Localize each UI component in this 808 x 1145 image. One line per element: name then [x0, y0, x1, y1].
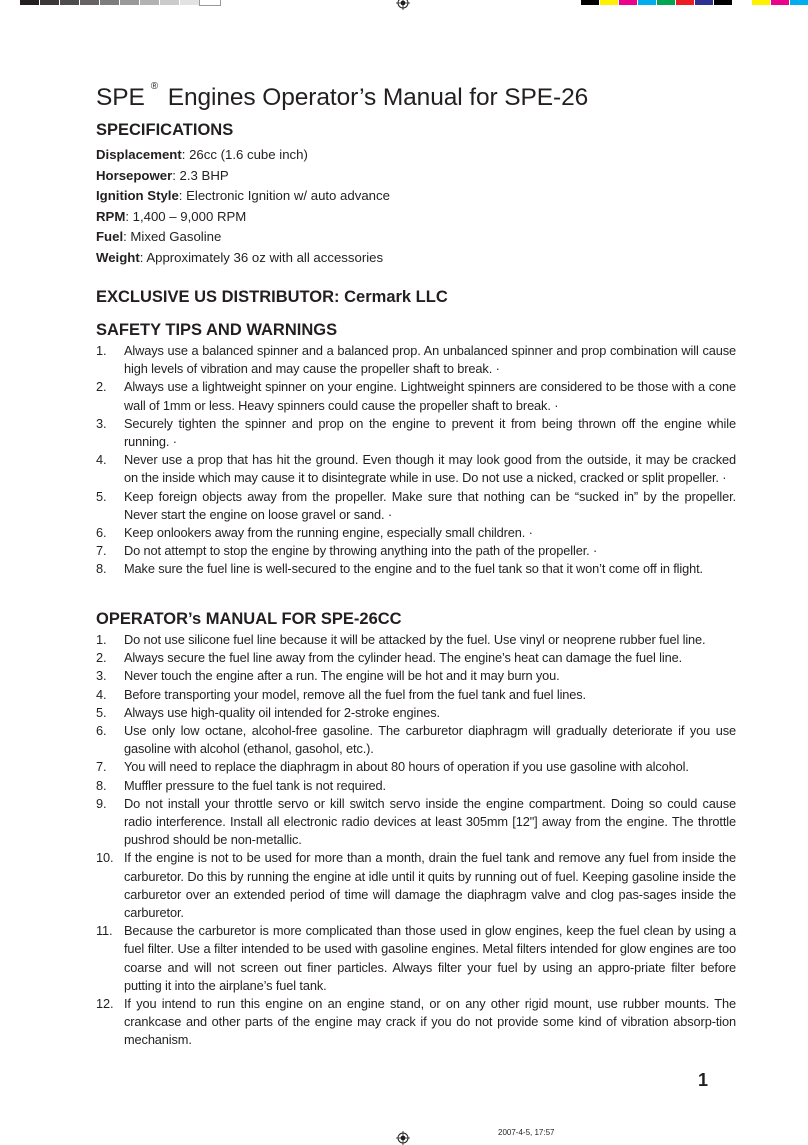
item-text: Make sure the fuel line is well-secured to the engine and to the fuel tank so that it won’t come off in flight.	[124, 561, 703, 577]
item-number: 7.	[96, 759, 107, 775]
item-number: 2.	[96, 650, 107, 666]
color-swatch	[657, 0, 676, 5]
safety-item	[96, 560, 736, 578]
item-number: 7.	[96, 543, 107, 559]
gray-swatch	[60, 0, 80, 5]
title-rest: Engines Operator’s Manual for SPE-26	[167, 84, 589, 111]
safety-item	[96, 451, 736, 487]
operator-item	[96, 631, 736, 649]
item-number: 5.	[96, 488, 107, 504]
operator-item	[96, 667, 736, 685]
distributor-section	[96, 288, 736, 307]
gray-swatch	[100, 0, 120, 5]
item-text: Always use a balanced spinner and a balanced prop. An unbalanced spinner and prop combination will cause high levels of vibration and may cause the propeller shaft to break. ·	[124, 343, 736, 377]
spec-value: : Mixed Gasoline	[123, 229, 222, 244]
operator-item	[96, 649, 736, 667]
spec-label: Fuel	[96, 229, 124, 244]
item-number: 6.	[96, 525, 107, 541]
color-swatch	[600, 0, 619, 5]
gray-swatch	[180, 0, 200, 5]
operator-section	[96, 610, 736, 1050]
safety-item	[96, 488, 736, 524]
item-text: Do not attempt to stop the engine by throwing anything into the path of the propeller. ·	[124, 543, 598, 559]
spec-value: : 1,400 – 9,000 RPM	[125, 208, 247, 224]
item-number: 1.	[96, 343, 107, 358]
operator-list	[96, 631, 736, 1050]
operator-item	[96, 704, 736, 722]
color-swatch	[733, 0, 752, 5]
operator-item	[96, 686, 736, 704]
item-text: Muffler pressure to the fuel tank is not required.	[124, 777, 386, 793]
spec-item	[96, 186, 736, 207]
color-swatch	[714, 0, 733, 5]
gray-swatch	[120, 0, 140, 5]
item-text: Use only low octane, alcohol-free gasoline. The carburetor diaphragm will gradually deteriorate if you use gasoline with alcohol (ethanol, gasohol, etc.).	[124, 723, 736, 757]
operator-item	[96, 777, 736, 795]
item-number: 5.	[96, 704, 107, 720]
specifications-heading: SPECIFICATIONS	[96, 121, 234, 139]
gray-swatch	[200, 0, 220, 5]
item-number: 2.	[96, 379, 107, 395]
item-text: Always use high-quality oil intended for 2-stroke engines.	[124, 704, 440, 720]
spec-value: : Approximately 36 oz with all accessories	[139, 249, 384, 265]
item-text: Before transporting your model, remove all the fuel from the fuel tank and fuel lines.	[124, 686, 586, 702]
safety-item	[96, 378, 736, 414]
safety-list	[96, 342, 736, 579]
item-text: You will need to replace the diaphragm in about 80 hours of operation if you use gasoline with alcohol.	[124, 759, 689, 775]
item-text: Never use a prop that has hit the ground. Even though it may look good from the outside, it may be cracked on the inside which may cause it to disintegrate while in use. Do not use a nicked, cracked or split propeller. ·	[124, 452, 736, 486]
color-swatch	[619, 0, 638, 5]
item-number: 4.	[96, 452, 107, 468]
gray-swatch	[80, 0, 100, 5]
spec-item	[96, 166, 736, 187]
item-number: 8.	[96, 561, 107, 577]
operator-item	[96, 722, 736, 758]
item-text: Do not install your throttle servo or kill switch servo inside the engine compartment. Doing so could cause radio interference. Install all electronic radio devices at least 305mm [12"] away from the engine. The throttle pushrod should be non-metallic.	[124, 795, 736, 848]
color-swatch	[581, 0, 600, 5]
spec-label: Horsepower	[96, 167, 173, 183]
spec-label: Displacement	[96, 147, 182, 162]
operator-heading: OPERATOR’s MANUAL FOR SPE-26CC	[96, 610, 402, 628]
item-text: Always use a lightweight spinner on your engine. Lightweight spinners are considered to be those with a cone wall of 1mm or less. Heavy spinners could cause the propeller shaft to break. ·	[124, 379, 736, 413]
spec-label: Ignition Style	[96, 188, 179, 203]
operator-item	[96, 758, 736, 776]
item-text: Always secure the fuel line away from the cylinder head. The engine’s heat can damage the fuel line.	[124, 650, 683, 666]
item-number: 6.	[96, 723, 107, 739]
title-brand: SPE	[96, 84, 145, 111]
color-swatch	[790, 0, 808, 5]
registration-mark-bottom	[396, 1131, 410, 1145]
page-title	[96, 81, 589, 112]
safety-item	[96, 542, 736, 560]
gray-swatch	[40, 0, 60, 5]
item-text: Keep foreign objects away from the propeller. Make sure that nothing can be “sucked in” by the propeller. Never start the engine on loose gravel or sand. ·	[124, 488, 736, 522]
safety-item	[96, 415, 736, 451]
item-number: 1.	[96, 632, 107, 647]
spec-item	[96, 248, 736, 269]
gray-swatch	[160, 0, 180, 5]
operator-item	[96, 849, 736, 922]
item-number: 12.	[96, 996, 114, 1012]
item-text: Never touch the engine after a run. The engine will be hot and it may burn you.	[124, 668, 560, 684]
grayscale-calibration-bar	[20, 0, 220, 5]
color-swatch	[771, 0, 790, 5]
safety-item	[96, 342, 736, 378]
item-text: If the engine is not to be used for more than a month, drain the fuel tank and remove any fuel from inside the carburetor. Do this by running the engine at idle until it quits by running out of fuel. Keeping gasoline inside the carburetor over an extended period of time will damage the diaphragm valve and clog pas-sages inside the carburetor.	[124, 850, 736, 921]
item-number: 3.	[96, 668, 107, 684]
page-number: 1	[697, 1070, 708, 1090]
item-number: 8.	[96, 777, 107, 793]
spec-value: : Electronic Ignition w/ auto advance	[178, 188, 390, 203]
item-number: 3.	[96, 415, 107, 431]
spec-item	[96, 207, 736, 228]
safety-section	[96, 321, 736, 579]
specifications-list	[96, 145, 736, 268]
operator-item	[96, 795, 736, 850]
color-swatch	[676, 0, 695, 5]
item-text: If you intend to run this engine on an engine stand, or on any other rigid mount, use rubber mounts. The crankcase and other parts of the engine may crack if you do not provide some kind of vibration absorp-tion mechanism.	[124, 996, 736, 1048]
item-text: Do not use silicone fuel line because it will be attacked by the fuel. Use vinyl or neoprene rubber fuel line.	[124, 632, 706, 647]
specifications-section	[96, 121, 736, 268]
item-text: Keep onlookers away from the running engine, especially small children. ·	[124, 525, 533, 541]
spec-item	[96, 227, 736, 248]
gray-swatch	[140, 0, 160, 5]
safety-heading: SAFETY TIPS AND WARNINGS	[96, 321, 338, 339]
spec-label: RPM	[96, 208, 126, 224]
item-number: 4.	[96, 686, 107, 702]
item-text: Because the carburetor is more complicated than those used in glow engines, keep the fuel clean by using a fuel filter. Use a filter intended to be used with gasoline engines. Metal filters intended for glow engines are too coarse and will not screen out finer particles. Always filter your fuel by using an appro-priate filter before putting it into the airplane’s fuel tank.	[124, 923, 736, 993]
spec-value: : 2.3 BHP	[172, 167, 229, 183]
item-number: 9.	[96, 795, 107, 811]
registered-mark: ®	[150, 81, 159, 92]
gray-swatch	[20, 0, 40, 5]
color-swatch	[638, 0, 657, 5]
item-number: 11.	[96, 923, 113, 939]
distributor-heading: EXCLUSIVE US DISTRIBUTOR: Cermark LLC	[96, 288, 448, 306]
color-calibration-bar	[581, 0, 808, 5]
item-number: 10.	[96, 850, 114, 866]
operator-item	[96, 922, 736, 995]
item-text: Securely tighten the spinner and prop on the engine to prevent it from being thrown off the engine while running. ·	[124, 415, 736, 450]
safety-item	[96, 524, 736, 542]
color-swatch	[752, 0, 771, 5]
registration-mark-top	[396, 0, 410, 10]
spec-value: : 26cc (1.6 cube inch)	[181, 147, 308, 162]
color-swatch	[695, 0, 714, 5]
spec-label: Weight	[96, 249, 140, 265]
footer-timestamp: 2007-4-5, 17:57	[498, 1128, 555, 1137]
operator-item	[96, 995, 736, 1050]
spec-item	[96, 145, 736, 166]
